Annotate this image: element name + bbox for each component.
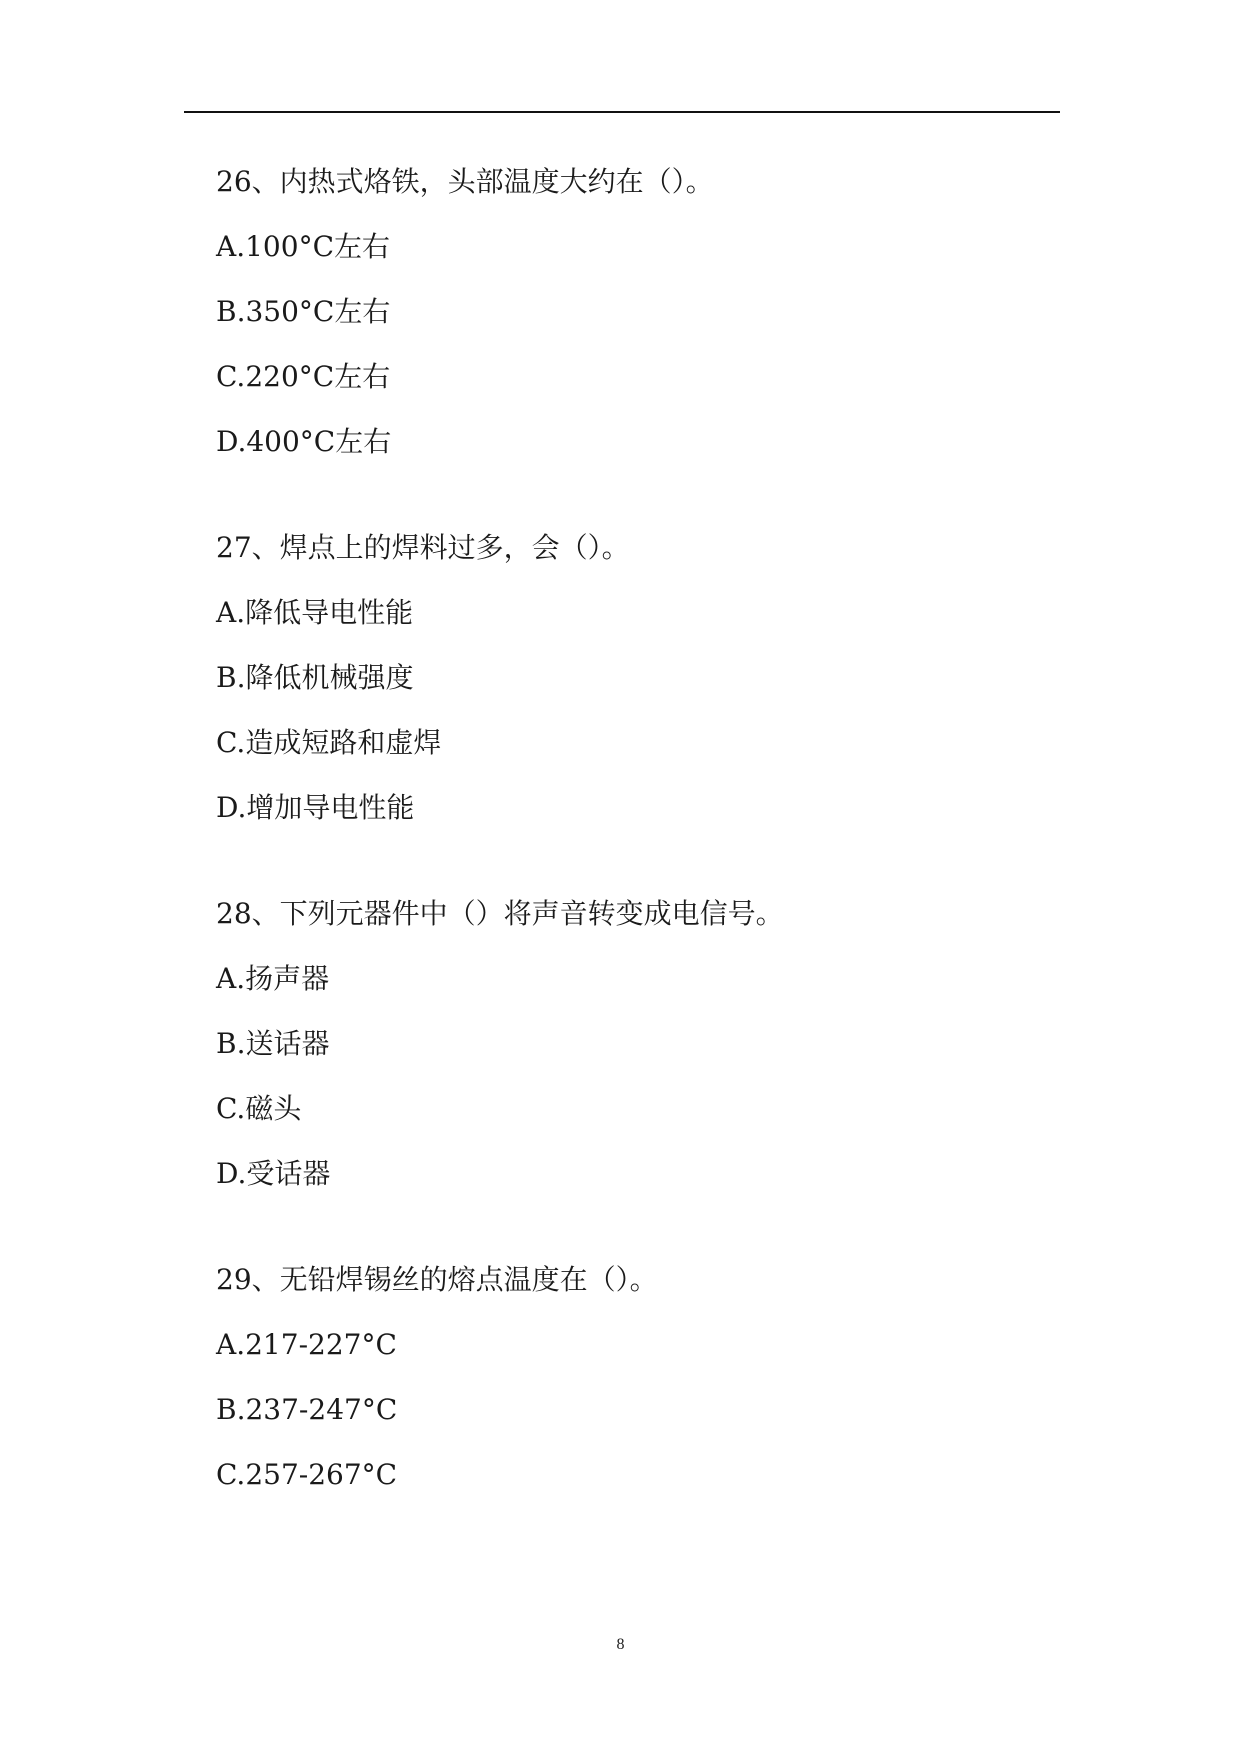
option-a: A.降低导电性能 — [216, 596, 414, 629]
option-a: A.217-227°C — [216, 1328, 397, 1361]
option-c: C.220°C左右 — [216, 360, 391, 393]
option-a: A.100°C左右 — [216, 230, 390, 263]
option-c: C.257-267°C — [216, 1458, 398, 1491]
page-number: 8 — [616, 1636, 625, 1653]
option-b: B.送话器 — [216, 1027, 330, 1060]
header-rule — [184, 111, 1060, 113]
option-b: B.237-247°C — [216, 1393, 398, 1426]
option-d: D.受话器 — [216, 1157, 331, 1190]
question-27 — [216, 526, 1036, 830]
question-stem: 28、下列元器件中（）将声音转变成电信号。 — [216, 897, 784, 930]
question-list — [216, 160, 1036, 1497]
question-stem: 26、内热式烙铁，头部温度大约在（）。 — [216, 165, 714, 198]
option-c: C.造成短路和虚焊 — [216, 726, 442, 759]
option-d: D.400°C左右 — [216, 425, 392, 458]
question-stem: 29、无铅焊锡丝的熔点温度在（）。 — [216, 1263, 658, 1296]
question-28 — [216, 892, 1036, 1196]
question-stem: 27、焊点上的焊料过多，会（）。 — [216, 531, 630, 564]
option-b: B.350°C左右 — [216, 295, 391, 328]
option-d: D.增加导电性能 — [216, 791, 415, 824]
option-c: C.磁头 — [216, 1092, 302, 1125]
option-a: A.扬声器 — [216, 962, 330, 995]
question-26 — [216, 160, 1036, 464]
option-b: B.降低机械强度 — [216, 661, 414, 694]
question-29 — [216, 1258, 1036, 1497]
